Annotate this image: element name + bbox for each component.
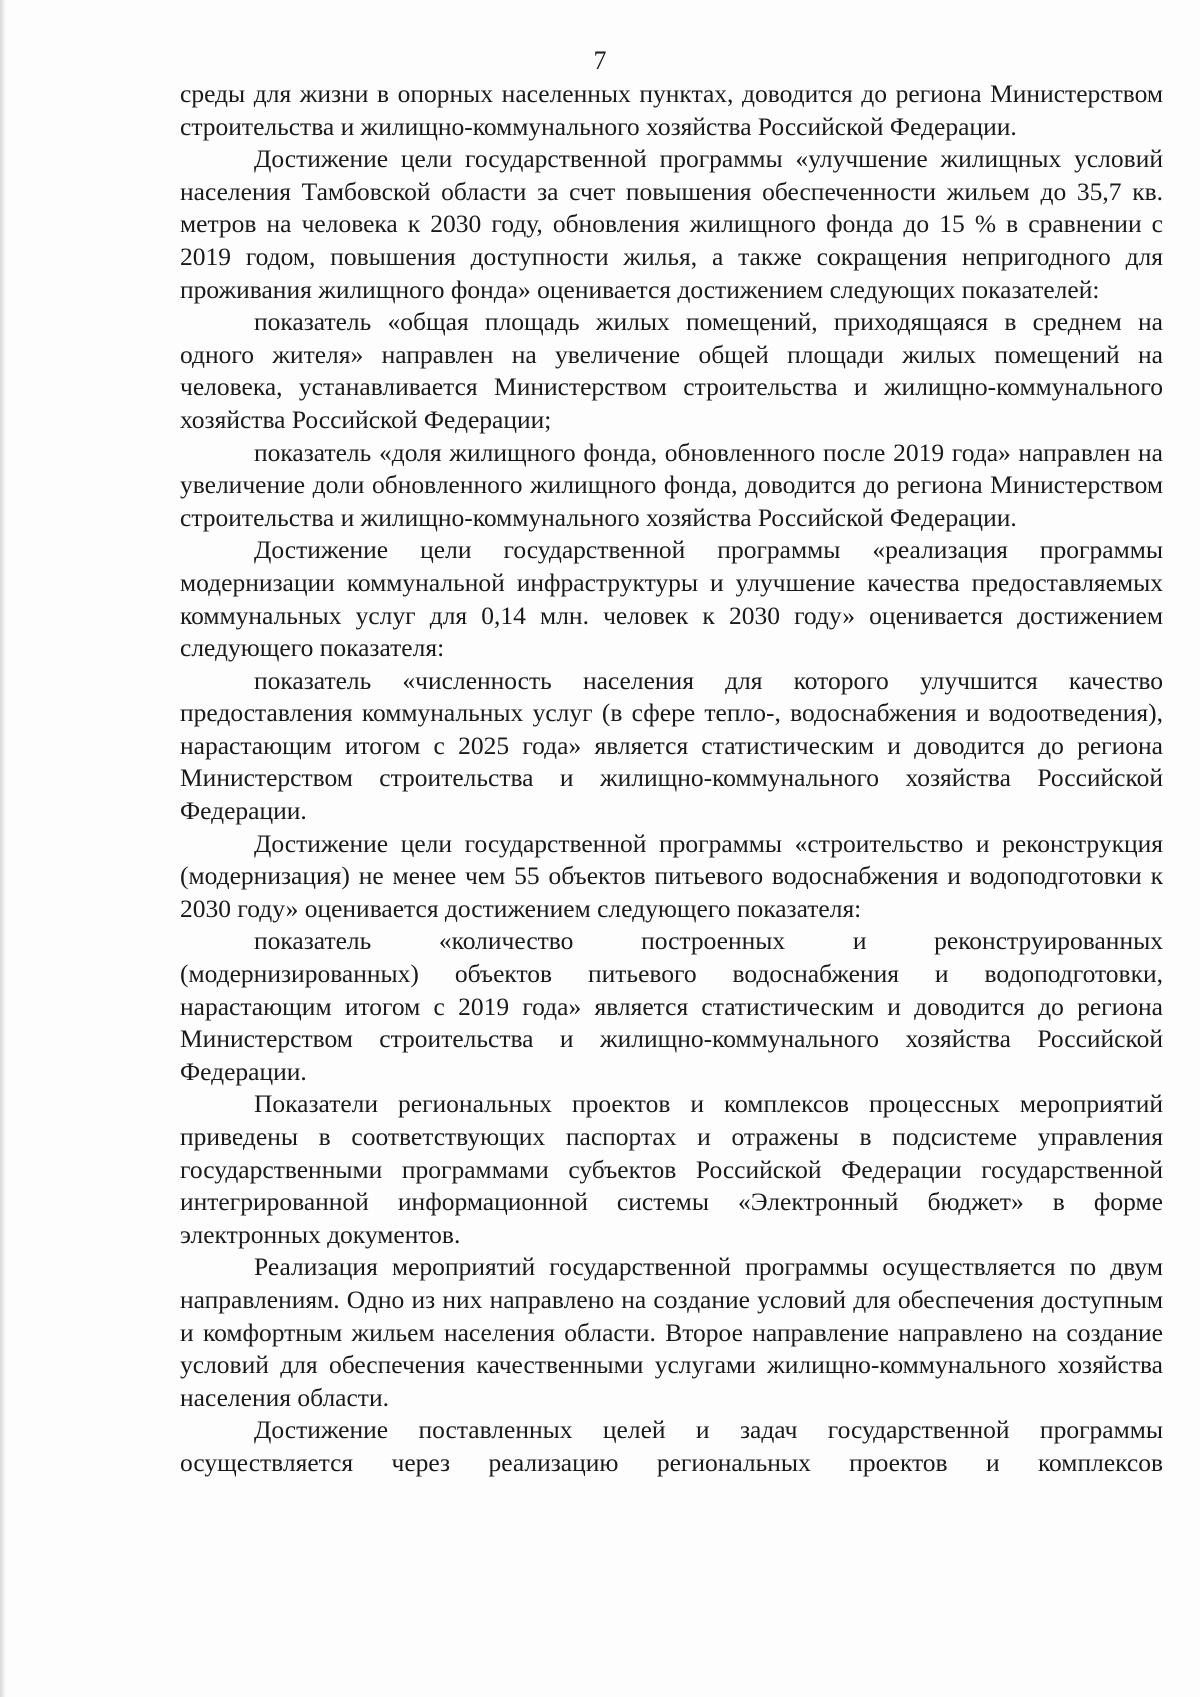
paragraph-utilities-goal: Достижение цели государственной программы «реализация программы модернизации коммунальной инфраструктуры и улучшение качества предоставляемых коммунальных услуг для 0,14 млн. человек к 2030 году» оценивается достижением следующего показателя: — [180, 535, 1163, 663]
paragraph-indicator-water-objects: показатель «количество построенных и реконструированных (модернизированных) объектов питьевого водоснабжения и водоподготовки, нарастающим итогом с 2019 года» является статистическим и доводится до региона Министерством строительства и жилищно-коммунального хозяйства Российской Федерации. — [180, 926, 1163, 1086]
paragraph-water-supply-goal: Достижение цели государственной программы «строительство и реконструкция (модернизация) не менее чем 55 объектов питьевого водоснабжения и водоподготовки к 2030 году» оценивается достижением следующего показателя: — [180, 828, 1163, 923]
paragraph-continuation: среды для жизни в опорных населенных пунктах, доводится до региона Министерством строительства и жилищно-коммунального хозяйства Российской Федерации. — [180, 79, 1163, 141]
paragraph-indicator-living-area: показатель «общая площадь жилых помещений, приходящаяся в среднем на одного жителя» направлен на увеличение общей площади жилых помещений на человека, устанавливается Министерством строительства и жилищно-коммунального хозяйства Российской Федерации; — [180, 307, 1163, 434]
paragraph-implementation-directions: Реализация мероприятий государственной программы осуществляется по двум направлениям. Одно из них направлено на создание условий для обеспечения доступным и комфортным жильем населения области. Второе направление направлено на создание условий для обеспечения качественными услугами жилищно-коммунального хозяйства населения области. — [180, 1252, 1163, 1412]
paragraph-housing-goal: Достижение цели государственной программы «улучшение жилищных условий населения Тамбовской области за счет повышения обеспеченности жильем до 35,7 кв. метров на человека к 2030 году, обновления жилищного фонда до 15 % в сравнении с 2019 годом, повышения доступности жилья, а также сокращения непригодного для проживания жилищного фонда» оценивается достижением следующих показателей: — [180, 144, 1163, 304]
page-number: 7 — [593, 46, 607, 75]
paragraph-regional-projects-indicators: Показатели региональных проектов и комплексов процессных мероприятий приведены в соответствующих паспортах и отражены в подсистеме управления государственными программами субъектов Российской Федерации государственной интегрированной информационной системы «Электронный бюджет» в форме электронных документов. — [180, 1089, 1163, 1249]
document-body — [180, 78, 1163, 1480]
scan-edge-shadow — [0, 0, 6, 1697]
paragraph-goals-achievement: Достижение поставленных целей и задач государственной программы осуществляется через реализацию региональных проектов и комплексов — [180, 1415, 1163, 1477]
paragraph-indicator-renewed-housing: показатель «доля жилищного фонда, обновленного после 2019 года» направлен на увеличение доли обновленного жилищного фонда, доводится до региона Министерством строительства и жилищно-коммунального хозяйства Российской Федерации. — [180, 437, 1163, 532]
paragraph-indicator-population-utilities: показатель «численность населения для которого улучшится качество предоставления коммунальных услуг (в сфере тепло-, водоснабжения и водоотведения), нарастающим итогом с 2025 года» является статистическим и доводится до региона Министерством строительства и жилищно-коммунального хозяйства Российской Федерации. — [180, 665, 1163, 826]
